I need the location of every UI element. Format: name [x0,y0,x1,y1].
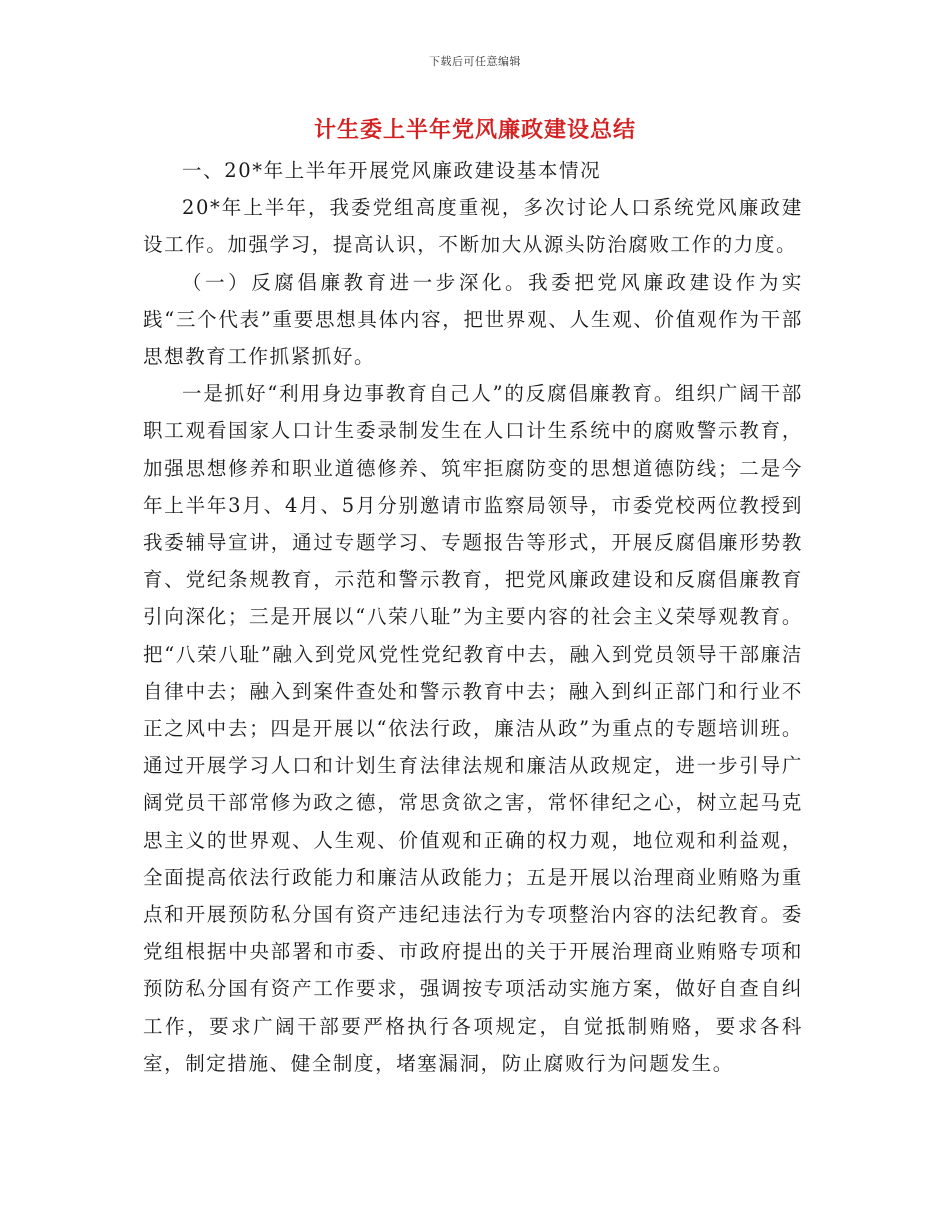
body-paragraph: 20*年上半年，我委党组高度重视，多次讨论人口系统党风廉政建设工作。加强学习，提高认识，不断加大从源头防治腐败工作的力度。 [143,196,803,257]
section-heading: 一、20*年上半年开展党风廉政建设基本情况 [182,159,602,182]
header-note: 下载后可任意编辑 [429,55,521,68]
document-body [143,152,803,1082]
body-paragraph: 一是抓好“利用身边事教育自己人”的反腐倡廉教育。组织广阔干部职工观看国家人口计生委录制发生在人口计生系统中的腐败警示教育，加强思想修养和职业道德修养、筑牢拒腐防变的思想道德防线；二是今年上半年3月、4月、5月分别邀请市监察局领导，市委党校两位教授到我委辅导宣讲，通过专题学习、专题报告等形式，开展反腐倡廉形势教育、党纪条规教育，示范和警示教育，把党风廉政建设和反腐倡廉教育引向深化；三是开展以“八荣八耻”为主要内容的社会主义荣辱观教育。把“八荣八耻”融入到党风党性党纪教育中去，融入到党员领导干部廉洁自律中去；融入到案件查处和警示教育中去；融入到纠正部门和行业不正之风中去；四是开展以“依法行政，廉洁从政”为重点的专题培训班。通过开展学习人口和计划生育法律法规和廉洁从政规定，进一步引导广阔党员干部常修为政之德，常思贪欲之害，常怀律纪之心，树立起马克思主义的世界观、人生观、价值观和正确的权力观，地位观和利益观，全面提高依法行政能力和廉洁从政能力；五是开展以治理商业贿赂为重点和开展预防私分国有资产违纪违法行为专项整治内容的法纪教育。委党组根据中央部署和市委、市政府提出的关于开展治理商业贿赂专项和预防私分国有资产工作要求，强调按专项活动实施方案，做好自查自纠工作，要求广阔干部要严格执行各项规定，自觉抵制贿赂，要求各科室，制定措施、健全制度，堵塞漏洞，防止腐败行为问题发生。 [143,382,803,1075]
document-title: 计生委上半年党风廉政建设总结 [313,118,636,143]
body-paragraph: （一）反腐倡廉教育进一步深化。我委把党风廉政建设作为实践“三个代表”重要思想具体内容，把世界观、人生观、价值观作为干部思想教育工作抓紧抓好。 [143,270,803,369]
